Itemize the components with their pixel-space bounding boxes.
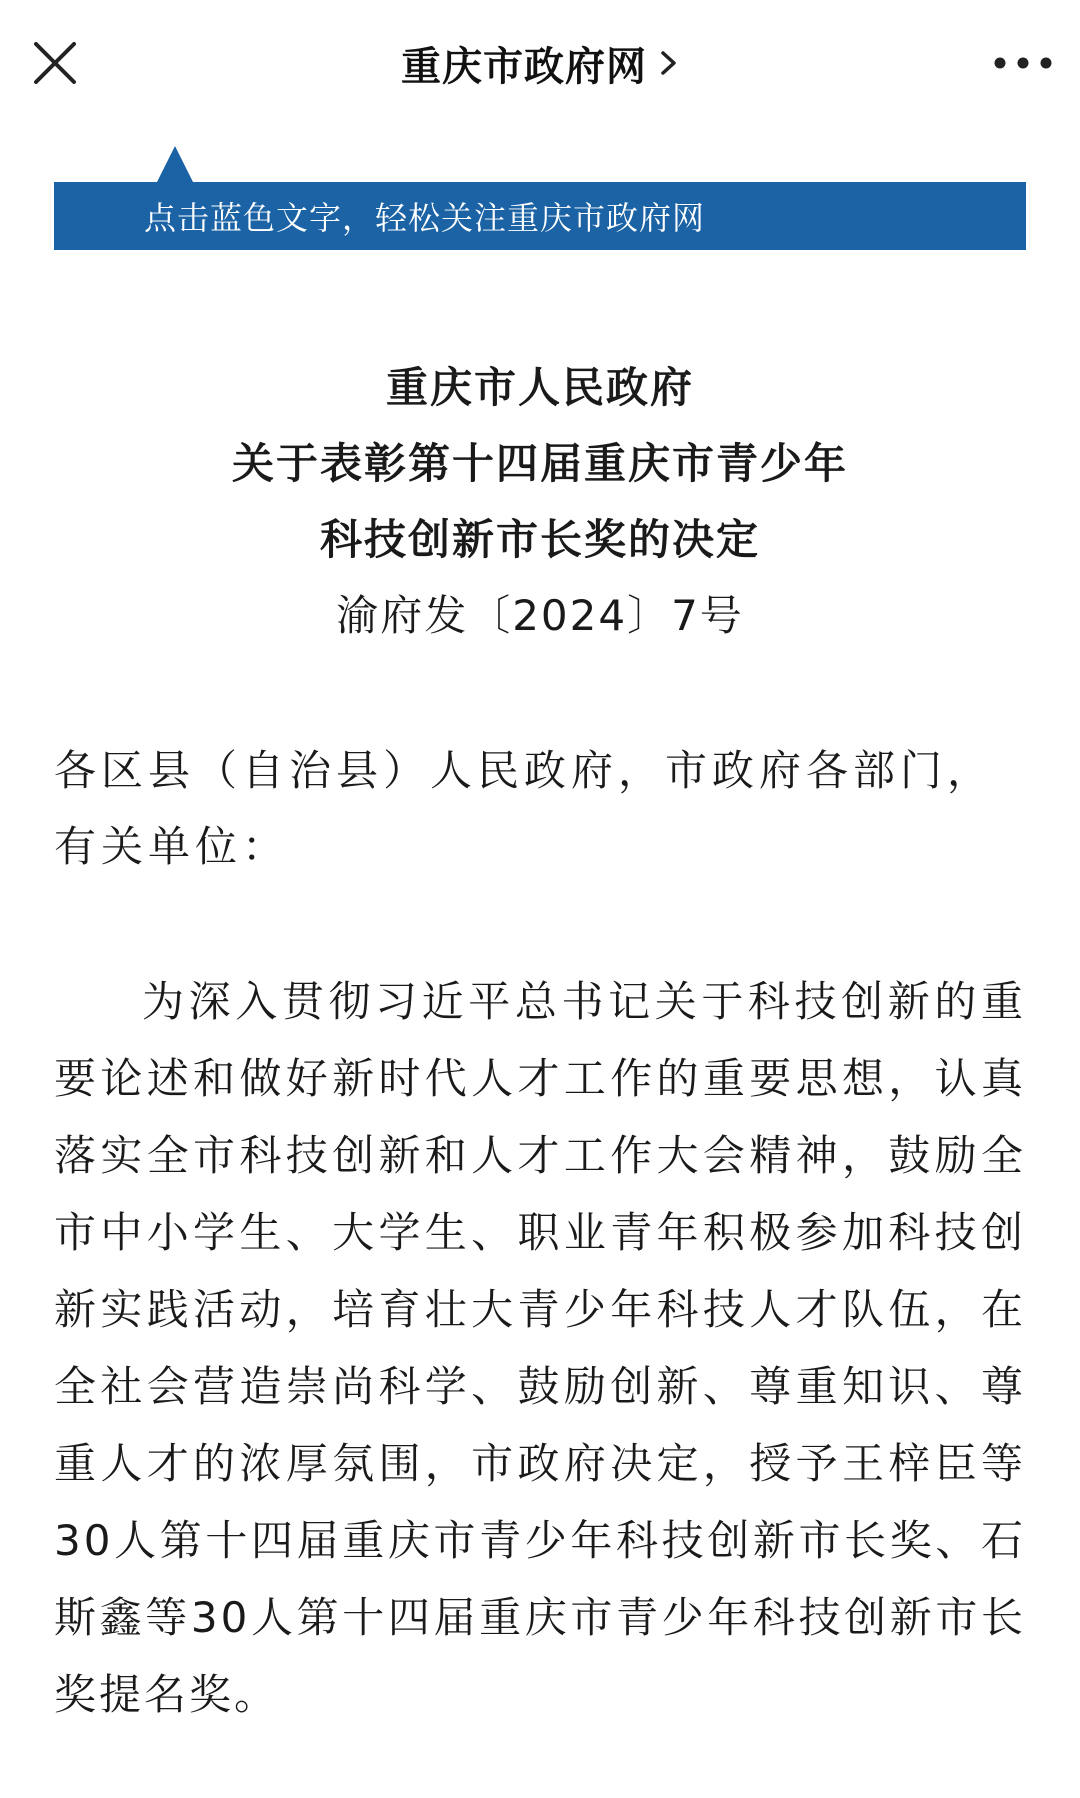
follow-banner-text: 点击蓝色文字，轻松关注重庆市政府网 (144, 199, 706, 237)
top-navigation-bar (0, 0, 1080, 126)
follow-banner-container (54, 146, 1026, 250)
document-addressee: 各区县（自治县）人民政府，市政府各部门，有关单位： (54, 746, 995, 871)
chevron-right-icon (659, 48, 679, 78)
document-title-line-3: 科技创新市长奖的决定 (319, 515, 760, 564)
banner-pointer-arrow (157, 146, 193, 182)
document-heading (54, 350, 1026, 654)
follow-banner[interactable] (54, 182, 1026, 250)
account-name: 重庆市政府网 (401, 43, 647, 90)
document-title-line-2: 关于表彰第十四届重庆市青少年 (231, 439, 848, 488)
more-icon[interactable] (988, 38, 1058, 88)
document-title-line-1: 重庆市人民政府 (385, 363, 694, 412)
document-number: 渝府发〔2024〕7号 (336, 591, 744, 640)
account-title-link[interactable] (0, 34, 1080, 92)
document-body-paragraph: 为深入贯彻习近平总书记关于科技创新的重要论述和做好新时代人才工作的重要思想，认真落实全市科技创新和人才工作大会精神，鼓励全市中小学生、大学生、职业青年积极参加科技创新实践活动，培育壮大青少年科技人才队伍，在全社会营造崇尚科学、鼓励创新、尊重知识、尊重人才的浓厚氛围，市政府决定，授予王梓臣等30人第十四届重庆市青少年科技创新市长奖、石斯鑫等30人第十四届重庆市青少年科技创新市长奖提名奖。 (54, 977, 1026, 1719)
